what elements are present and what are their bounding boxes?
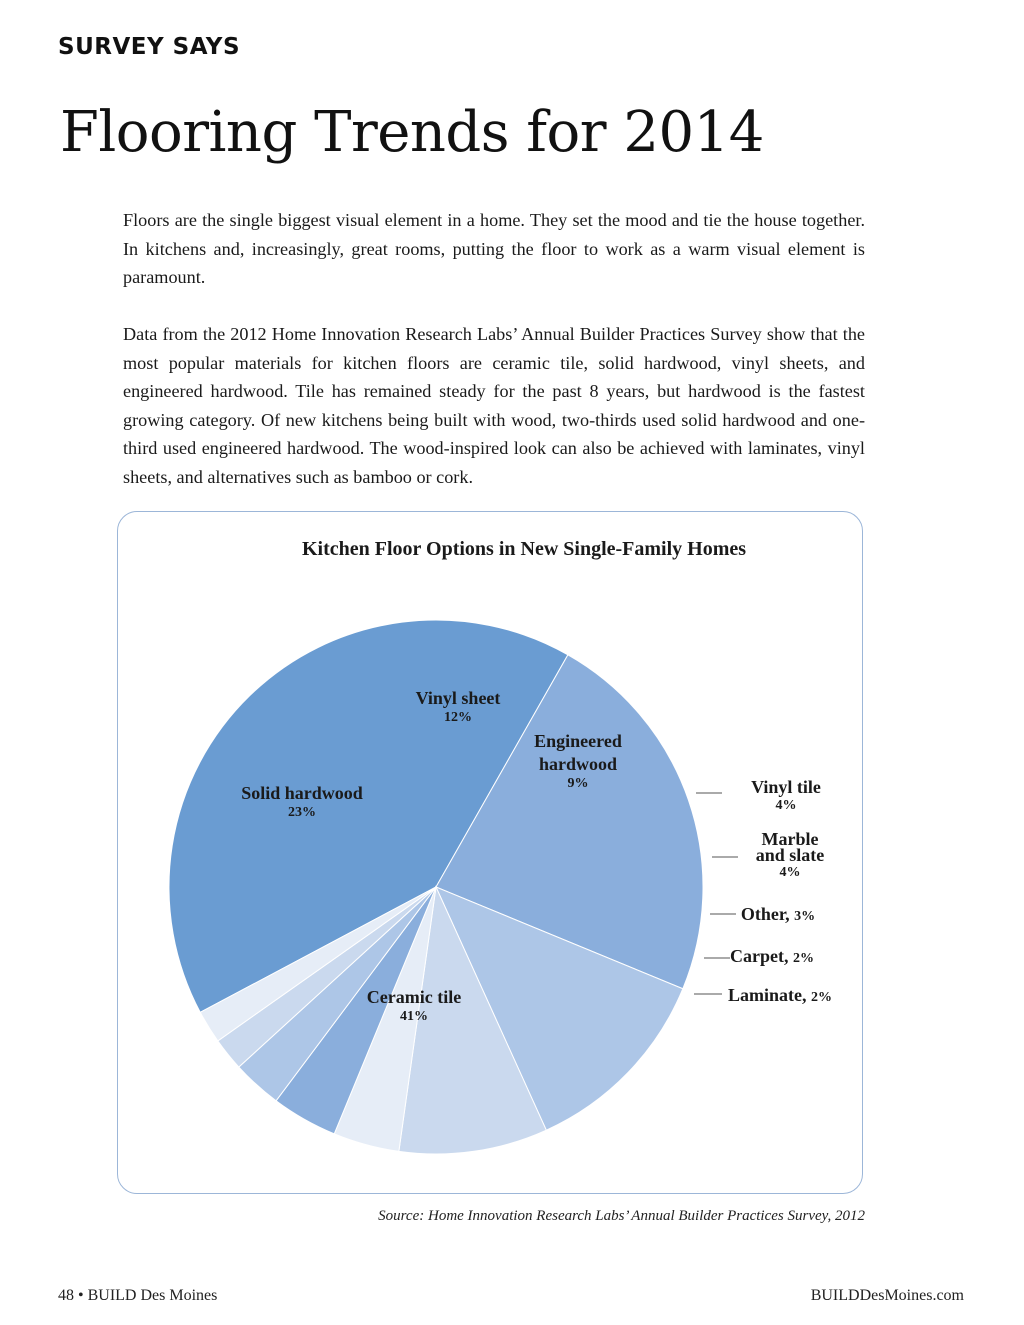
slice-label-carpet: Carpet, 2%: [730, 946, 814, 966]
chart-panel: [117, 511, 863, 1194]
slice-value-vinyl-sheet: 12%: [444, 710, 472, 725]
slice-label-ceramic-tile: Ceramic tile: [366, 987, 462, 1007]
slice-label-vinyl-sheet: Vinyl sheet: [415, 688, 501, 708]
slice-value-engineered-hardwood: 9%: [567, 776, 589, 791]
survey-paragraph: Data from the 2012 Home Innovation Research Labs’ Annual Builder Practices Survey show that the most popular materials for kitchen floors are ceramic tile, solid hardwood, vinyl sheets, and engineered hardwood. Tile has remained steady for the past 8 years, but hardwood is the fastest growing category. Of new kitchens being built with wood, two-thirds used solid hardwood and one-third used engineered hardwood. The wood-inspired look can also be achieved with laminates, vinyl sheets, and alternatives such as bamboo or cork.: [123, 324, 865, 487]
page-title: Flooring Trends for 2014: [60, 100, 764, 165]
slice-value-solid-hardwood: 23%: [288, 805, 316, 820]
source-note: Source: Home Innovation Research Labs’ Annual Builder Practices Survey, 2012: [378, 1208, 865, 1224]
slice-value-marble-and-slate: 4%: [779, 865, 801, 880]
section-label: SURVEY SAYS: [58, 34, 241, 60]
slice-value-other: 3%: [794, 909, 816, 924]
slice-label-vinyl-tile: Vinyl tile: [751, 777, 821, 797]
slice-label-solid-hardwood: Solid hardwood: [241, 783, 363, 803]
slice-value-laminate: 2%: [811, 990, 832, 1005]
slice-label-engineered-hardwood: Engineered hardwood: [534, 731, 622, 774]
footer-website: BUILDDesMoines.com: [810, 1287, 964, 1304]
slice-value-ceramic-tile: 41%: [400, 1009, 428, 1024]
chart-title: Kitchen Floor Options in New Single-Family Homes: [301, 538, 747, 560]
slice-label-marble-and-slate: Marble and slate: [755, 829, 825, 865]
intro-paragraph: Floors are the single biggest visual element in a home. They set the mood and tie the house together. In kitchens and, increasingly, great rooms, putting the floor to work as a warm visual element is paramount.: [123, 210, 865, 287]
slice-value-vinyl-tile: 4%: [775, 798, 797, 813]
slice-value-carpet: 2%: [792, 951, 814, 966]
footer-page-info: 48 • BUILD Des Moines: [58, 1287, 218, 1304]
slice-label-laminate: Laminate, 2%: [728, 985, 832, 1005]
pie-chart: [118, 512, 864, 1195]
slice-label-other: Other, 3%: [740, 904, 816, 924]
